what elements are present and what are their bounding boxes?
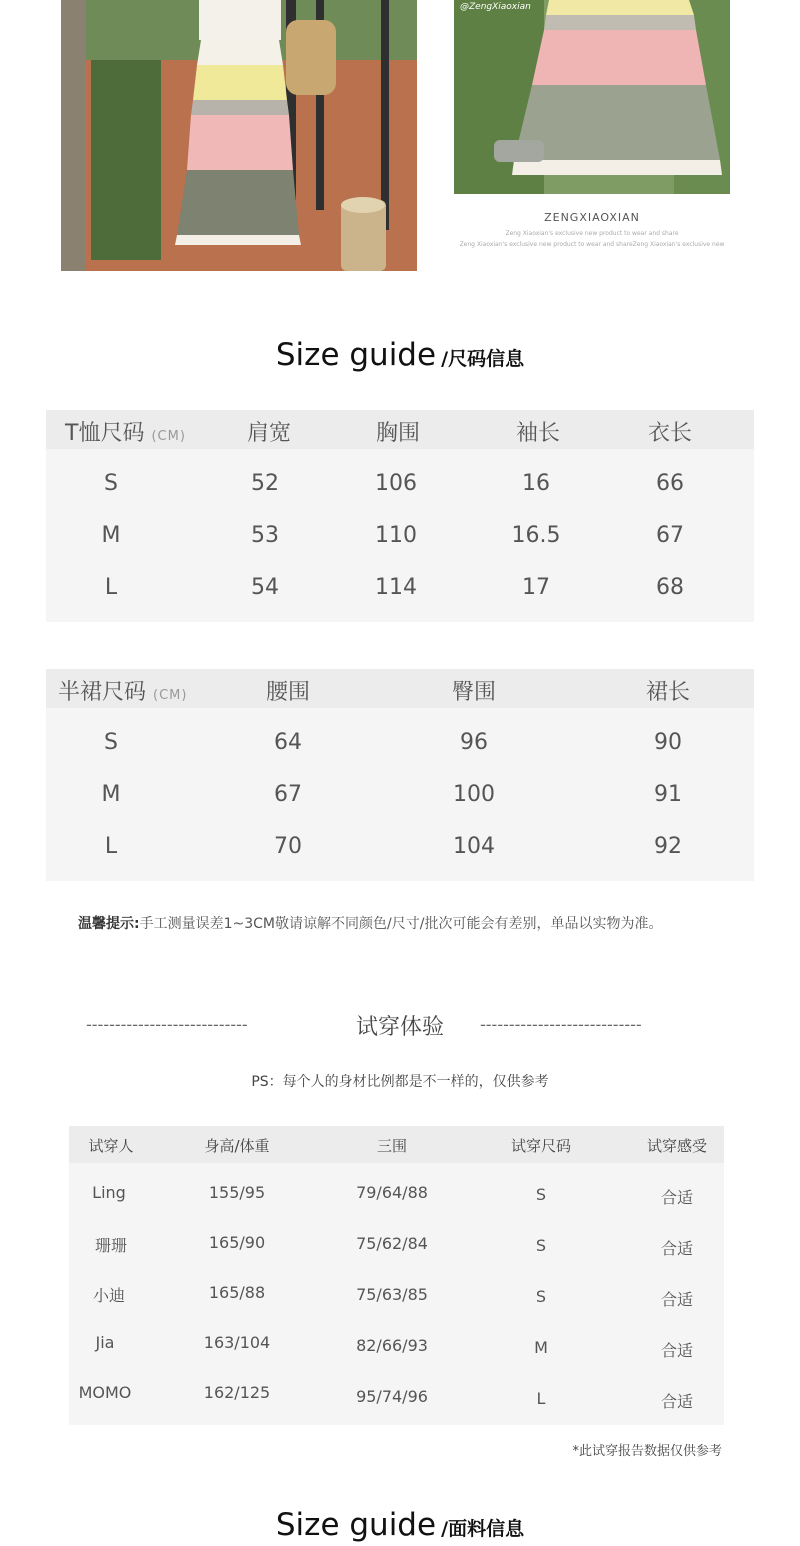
divider-left: ---------------------------- xyxy=(86,1015,248,1034)
measurement-tip xyxy=(78,913,662,933)
tryon-height-weight: 165/88 xyxy=(208,1283,266,1302)
brand-name: ZENGXIAOXIAN xyxy=(544,211,640,224)
value-cell: 16.5 xyxy=(511,523,561,548)
tryon-title: 试穿体验 xyxy=(355,1015,444,1040)
tryon-height-weight: 155/95 xyxy=(208,1183,266,1202)
unit-label: (CM) xyxy=(151,429,186,444)
model-photo-right-image xyxy=(454,0,730,194)
table-row xyxy=(69,1222,724,1273)
value-cell: 70 xyxy=(274,834,302,859)
size-cell: S xyxy=(104,730,118,755)
tryon-name: Jia xyxy=(95,1333,115,1352)
tryon-feel: 合适 xyxy=(660,1290,694,1309)
tryon-feel: 合适 xyxy=(660,1239,694,1258)
column-header: 三围 xyxy=(376,1137,408,1155)
size-guide-heading xyxy=(0,337,800,373)
tryon-height-weight: 165/90 xyxy=(208,1233,266,1252)
value-cell: 114 xyxy=(375,575,417,600)
table-row xyxy=(46,459,754,511)
column-header: 试穿感受 xyxy=(646,1137,708,1155)
tryon-measurements: 75/62/84 xyxy=(356,1234,428,1253)
value-cell: 91 xyxy=(654,782,682,807)
tryon-name: MOMO xyxy=(78,1383,132,1402)
model-photo-left xyxy=(61,0,417,271)
size-label: T恤尺码 xyxy=(65,421,145,446)
fabric-guide-title: Size guide xyxy=(275,1507,437,1543)
column-header: 臀围 xyxy=(451,680,497,705)
column-header: 衣长 xyxy=(647,421,693,446)
tryon-measurements: 75/63/85 xyxy=(356,1285,428,1304)
size-cell: L xyxy=(104,575,118,600)
table-header xyxy=(46,669,754,708)
value-cell: 67 xyxy=(274,782,302,807)
value-cell: 53 xyxy=(251,523,279,548)
table-header xyxy=(46,410,754,449)
tip-label: 温馨提示: xyxy=(78,916,140,932)
value-cell: 100 xyxy=(453,782,495,807)
skirt-size-table xyxy=(46,669,754,881)
model-photo-right xyxy=(454,0,730,194)
value-cell: 52 xyxy=(251,471,279,496)
table-row xyxy=(69,1171,724,1222)
tryon-height-weight: 163/104 xyxy=(203,1333,271,1352)
brand-tagline-2: Zeng Xiaoxian's exclusive new product to wear and shareZeng Xiaoxian's exclusive new xyxy=(459,241,725,248)
column-header: 胸围 xyxy=(375,421,421,446)
tryon-feel: 合适 xyxy=(660,1392,694,1411)
value-cell: 90 xyxy=(654,730,682,755)
value-cell: 16 xyxy=(522,471,550,496)
value-cell: 104 xyxy=(453,834,495,859)
column-header: 身高/体重 xyxy=(204,1137,270,1155)
value-cell: 106 xyxy=(375,471,417,496)
column-header: 试穿人 xyxy=(88,1137,134,1155)
value-cell: 68 xyxy=(656,575,684,600)
value-cell: 96 xyxy=(460,730,488,755)
column-header: 腰围 xyxy=(265,680,311,705)
value-cell: 54 xyxy=(251,575,279,600)
tryon-size: L xyxy=(536,1389,546,1408)
fabric-guide-subtitle: /面料信息 xyxy=(441,1518,525,1540)
value-cell: 17 xyxy=(522,575,550,600)
size-cell: M xyxy=(101,523,121,548)
table-row xyxy=(69,1375,724,1426)
value-cell: 67 xyxy=(656,523,684,548)
tryon-measurements: 79/64/88 xyxy=(356,1183,428,1202)
tryon-footnote: *此试穿报告数据仅供参考 xyxy=(572,1444,722,1459)
tryon-size: S xyxy=(535,1287,547,1306)
value-cell: 64 xyxy=(274,730,302,755)
size-cell: M xyxy=(101,782,121,807)
table-row xyxy=(46,511,754,563)
column-header: 裙长 xyxy=(645,680,691,705)
table-row xyxy=(46,718,754,770)
tshirt-size-table xyxy=(46,410,754,622)
table-row xyxy=(69,1273,724,1324)
model-photo-left-image xyxy=(61,0,417,271)
column-header: 袖长 xyxy=(515,421,561,446)
divider-right: ---------------------------- xyxy=(480,1015,642,1034)
tryon-height-weight: 162/125 xyxy=(203,1383,271,1402)
tryon-feel: 合适 xyxy=(660,1341,694,1360)
size-label: 半裙尺码 xyxy=(58,680,147,705)
table-row xyxy=(69,1324,724,1375)
tryon-table xyxy=(69,1126,724,1425)
size-guide-subtitle: /尺码信息 xyxy=(441,348,525,370)
tryon-name: 小迪 xyxy=(92,1286,126,1305)
size-cell: S xyxy=(104,471,118,496)
tryon-size: M xyxy=(534,1338,548,1357)
photo-watermark: @ZengXiaoxian xyxy=(460,2,531,12)
tryon-measurements: 95/74/96 xyxy=(356,1387,428,1406)
brand-tagline-1: Zeng Xiaoxian's exclusive new product to wear and share xyxy=(505,230,679,237)
column-header: 试穿尺码 xyxy=(510,1137,572,1155)
table-row xyxy=(46,822,754,874)
value-cell: 110 xyxy=(375,523,417,548)
tip-text: 手工测量误差1~3CM敬请谅解不同颜色/尺寸/批次可能会有差别，单品以实物为准。 xyxy=(139,916,663,932)
tryon-size: S xyxy=(535,1185,547,1204)
tryon-size: S xyxy=(535,1236,547,1255)
tryon-name: Ling xyxy=(92,1183,126,1202)
value-cell: 92 xyxy=(654,834,682,859)
size-guide-title: Size guide xyxy=(275,337,437,373)
column-header: 肩宽 xyxy=(246,421,292,446)
tryon-name: 珊珊 xyxy=(94,1236,128,1255)
value-cell: 66 xyxy=(656,471,684,496)
table-row xyxy=(46,770,754,822)
tryon-note: PS：每个人的身材比例都是不一样的，仅供参考 xyxy=(251,1074,549,1090)
tryon-feel: 合适 xyxy=(660,1188,694,1207)
tryon-measurements: 82/66/93 xyxy=(356,1336,428,1355)
table-header xyxy=(69,1126,724,1163)
unit-label: (CM) xyxy=(153,688,188,703)
size-cell: L xyxy=(104,834,118,859)
table-header-label xyxy=(58,675,187,706)
fabric-guide-heading xyxy=(0,1507,800,1543)
table-row xyxy=(46,563,754,615)
table-header-label xyxy=(65,416,186,447)
